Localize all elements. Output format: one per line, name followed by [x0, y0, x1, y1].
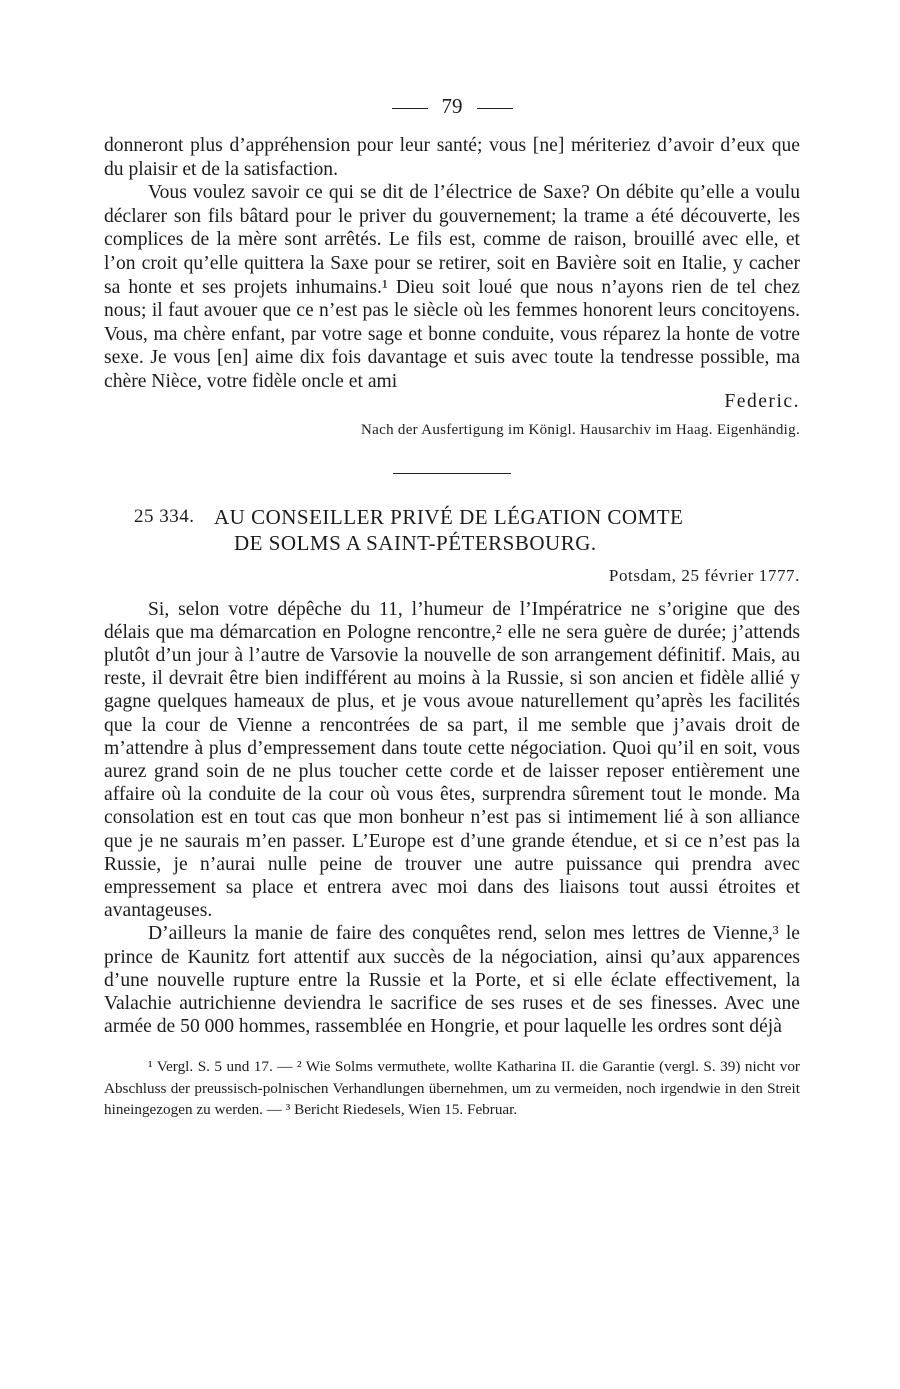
prev-letter-paragraph-1: donneront plus d’appréhension pour leur santé; vous [ne] mériteriez d’avoir d’eux que du plaisir et de la satisfaction.: [104, 135, 800, 180]
letter-body: [104, 598, 800, 1039]
footnotes: [104, 1056, 800, 1121]
document-page: [104, 88, 800, 1121]
prev-letter-paragraph-2: Vous voulez savoir ce qui se dit de l’électrice de Saxe? On débite qu’elle a voulu déclarer son fils bâtard pour le priver du gouvernement; la trame a été découverte, les complices de la mère sont arrêtés. Le fils est, comme de raison, brouillé avec elle, et l’on croit qu’elle quittera la Saxe pour se retirer, soit en Bavière soit en Italie, y cacher sa honte et ses projets inhumains.¹ Dieu soit loué que nous n’ayons rien de tel chez nous; il faut avouer que ce n’est pas le siècle où les femmes honorent leurs concitoyens. Vous, ma chère enfant, par votre sage et bonne conduite, vous réparez la honte de votre sexe. Je vous [en] aime dix fois davantage et suis avec toute la tendresse possible, ma chère Nièce, votre fidèle oncle et ami: [104, 182, 800, 392]
footnote-text: ¹ Vergl. S. 5 und 17. — ² Wie Solms vermuthete, wollte Katharina II. die Garantie (vergl. S. 39) nicht vor Abschluss der preussisch-polnischen Verhandlungen übernehmen, um zu vermeiden, noch irgendwie in den Streit hineingezogen zu werden. — ³ Bericht Riedesels, Wien 15. Februar.: [104, 1058, 800, 1119]
header-dash-left: [392, 108, 428, 109]
letter-title-line-1: AU CONSEILLER PRIVÉ DE LÉGATION COMTE: [214, 504, 684, 529]
page-header: [104, 88, 800, 124]
letter-heading: [104, 504, 800, 556]
dateline: Potsdam, 25 février 1777.: [608, 565, 800, 585]
header-dash-right: [477, 108, 513, 109]
signature: Federic.: [724, 390, 800, 412]
section-divider: [393, 473, 511, 474]
letter-title-line-2: DE SOLMS A SAINT-PÉTERSBOURG.: [234, 530, 597, 555]
page-number: 79: [441, 94, 463, 118]
letter-number: 25 334.: [134, 505, 195, 527]
letter-paragraph-2: D’ailleurs la manie de faire des conquêtes rend, selon mes lettres de Vienne,³ le prince de Kaunitz fort attentif aux succès de la négociation, ainsi qu’aux apparences d’une nouvelle rupture entre la Russie et la Porte, et si elle éclate effectivement, la Valachie autrichienne deviendra le sacrifice de ses ruses et de ses finesses. Avec une armée de 50 000 hommes, rassemblée en Hongrie, et pour laquelle les ordres sont déjà: [104, 923, 800, 1038]
letter-paragraph-1: Si, selon votre dépêche du 11, l’humeur de l’Impératrice ne s’origine que des délais que ma démarcation en Pologne rencontre,² elle ne sera guère de durée; j’attends plutôt d’un jour à l’autre de Varsovie la nouvelle de son arrangement définitif. Mais, au reste, il devrait être bien indifférent au moins à la Russie, si son ancien et fidèle allié y gagne quelques hameaux de plus, et je vous avoue naturellement qu’après les facilités que la cour de Vienne a rencontrées de sa part, il me semble que j’avais droit de m’attendre à plus d’empressement dans toute cette négociation. Quoi qu’il en soit, vous aurez grand soin de ne plus toucher cette corde et de laisser reposer entièrement une affaire où la conduite de la cour où vous êtes, surprendra sûrement tout le monde. Ma consolation est en tout cas que mon bonheur n’est pas si intimement lié à son alliance que je ne saurais m’en passer. L’Europe est d’une grande étendue, et si ce n’est pas la Russie, je n’aurai nulle peine de trouver une autre puissance qui prendra avec empressement sa place et entrera avec moi dans des liaisons tout aussi étroites et avantageuses.: [104, 598, 800, 922]
source-note: Nach der Ausfertigung im Königl. Hausarchiv im Haag. Eigenhändig.: [361, 421, 800, 438]
